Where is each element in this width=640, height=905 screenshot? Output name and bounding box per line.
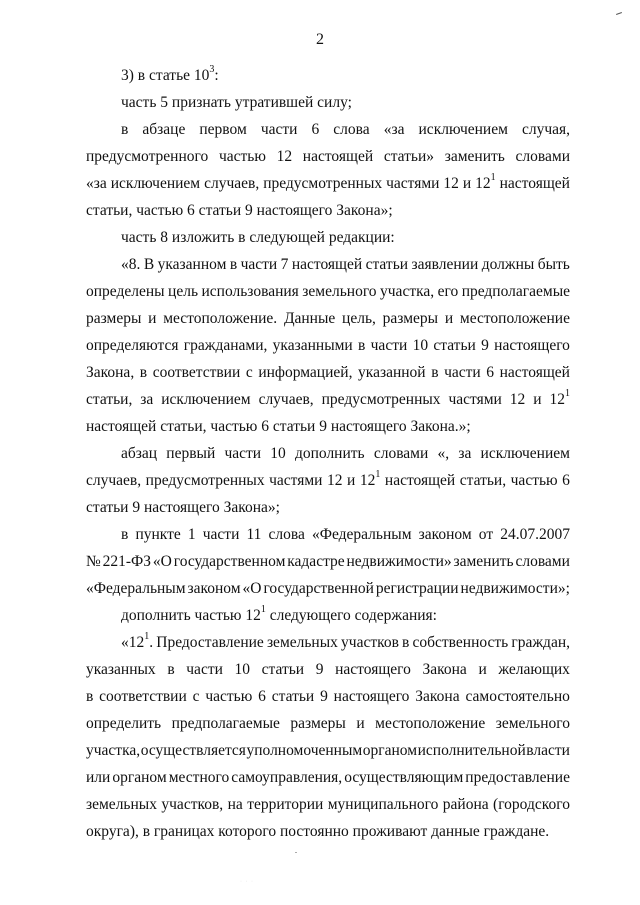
word: размеры (290, 715, 346, 732)
text-line (86, 656, 570, 683)
word: статьи» (383, 148, 435, 165)
word: граждан, (511, 634, 570, 651)
word: статьи (261, 661, 305, 678)
word: частями (448, 391, 502, 408)
text-line (86, 521, 570, 548)
word: в (431, 364, 439, 381)
word: или (86, 769, 111, 786)
word: органом (362, 742, 418, 759)
scan-smudge: · · · (240, 879, 254, 885)
text-line (86, 359, 570, 386)
word: в (121, 121, 129, 138)
word: органом (112, 769, 167, 786)
word: статьи (271, 688, 315, 705)
word: 6 (486, 364, 495, 381)
text-run: часть 8 изложить в следующей редакции: (121, 229, 395, 246)
word: «за (86, 175, 107, 192)
word: собственность (412, 634, 509, 651)
word: соответствии (152, 364, 241, 381)
superscript: 1 (144, 631, 150, 643)
word: слова (268, 526, 305, 543)
text-line (86, 251, 570, 278)
text-line (86, 440, 570, 467)
text-line (86, 764, 570, 791)
word: исключением (418, 121, 508, 138)
word: части (370, 337, 408, 354)
word: указанными (272, 337, 353, 354)
word: указанном (157, 256, 227, 273)
word: В (143, 256, 155, 273)
word: указанной (358, 364, 426, 381)
word: $12^1$ (359, 469, 381, 489)
word: определить (86, 715, 162, 732)
word: определяются (86, 337, 179, 354)
word: его (437, 283, 459, 300)
word: части (202, 526, 240, 543)
text-run: следующего содержания: (265, 607, 437, 624)
word: предполагаемые (171, 715, 280, 732)
word: 7 (280, 256, 289, 273)
word: «за (383, 121, 405, 138)
word: Данные (283, 310, 336, 327)
word: должны (481, 256, 535, 273)
word: в (139, 364, 148, 381)
word: случаев, (258, 391, 314, 408)
word: 10 (234, 661, 251, 678)
text-line (86, 494, 570, 521)
word: «$12^1$. (121, 631, 154, 651)
word: соответствии (99, 688, 187, 705)
word: 10 (412, 337, 429, 354)
word: частью (205, 688, 253, 705)
word: Закона, (86, 364, 135, 381)
word: случаев, (86, 472, 142, 489)
word: 11 (246, 526, 262, 543)
word: абзац (121, 445, 158, 462)
word: части (240, 256, 278, 273)
word: 12 (509, 391, 526, 408)
word: «О (242, 580, 262, 597)
word: использования (201, 283, 299, 300)
word: части (260, 121, 298, 138)
word: гражданами, (183, 337, 268, 354)
text-run: 3) в статье 10 (121, 67, 210, 84)
word: с (192, 688, 200, 705)
word: государственном (173, 553, 286, 570)
text-line (86, 737, 570, 764)
word: 6 (258, 688, 266, 705)
word: цель (168, 283, 199, 300)
word: абзаце (142, 121, 186, 138)
word: земельных (266, 634, 338, 651)
word: предоставление (465, 769, 570, 786)
word: первый (166, 445, 216, 462)
word: части (224, 445, 262, 462)
word: заявлении (411, 256, 479, 273)
word: участков (341, 634, 399, 651)
word: 12 (443, 175, 459, 192)
word: настоящей (499, 175, 570, 192)
text-run: округа), в границах которого постоянно проживают данные граждане. (86, 823, 550, 840)
word: определены (86, 283, 165, 300)
superscript: 1 (375, 469, 381, 481)
word: случаев, (204, 175, 260, 192)
text-line (86, 818, 570, 845)
word: статьи (433, 337, 476, 354)
text-line (86, 467, 570, 494)
word: цель, (342, 310, 376, 327)
word: информацией, (258, 364, 353, 381)
word: Закона (422, 661, 467, 678)
document-body (86, 62, 570, 845)
text-line (86, 305, 570, 332)
word: статьи (365, 256, 409, 273)
word: настоящей (291, 256, 363, 273)
word: и (533, 391, 542, 408)
word: настоящего (494, 337, 570, 354)
word: 1 (187, 526, 196, 543)
word: Предоставление (156, 634, 264, 651)
word: и (444, 310, 454, 327)
word: желающих (498, 661, 570, 678)
word: $12^1$ (475, 172, 496, 192)
text-run: часть 5 признать утратившей силу; (121, 94, 352, 111)
word: на (227, 796, 243, 813)
word: территории (247, 796, 324, 813)
word: за (140, 391, 154, 408)
text-line (86, 62, 570, 89)
word: 12 (327, 472, 343, 489)
word: власти (526, 742, 570, 759)
word: в (402, 634, 410, 651)
text-line (86, 413, 570, 440)
text-line (86, 683, 570, 710)
word: предусмотренных (145, 472, 265, 489)
word: исключением (161, 391, 251, 408)
word: в (121, 526, 129, 543)
word: муниципального (327, 796, 439, 813)
text-run: статьи 9 настоящего Закона»; (86, 499, 280, 516)
word: размеры (382, 310, 439, 327)
word: земельного (302, 283, 377, 300)
superscript: 1 (260, 604, 266, 616)
word: и (356, 715, 365, 732)
word: местного (168, 769, 230, 786)
word: за (458, 445, 472, 462)
word: (городского (493, 796, 570, 813)
word: земельных (86, 796, 157, 813)
word: статьи, (459, 472, 507, 489)
word: части (444, 364, 481, 381)
text-line (86, 629, 570, 656)
word: частями (269, 472, 323, 489)
word: 12 (276, 148, 293, 165)
word: кадастре (287, 553, 345, 570)
word: в (167, 661, 175, 678)
word: быть (537, 256, 570, 273)
word: регистрации (375, 580, 459, 597)
text-run: дополнить частью 12 (121, 607, 261, 624)
word: в (358, 337, 366, 354)
word: слова (333, 121, 370, 138)
word: настоящего (335, 661, 411, 678)
word: частью (510, 472, 558, 489)
word: государственной (263, 580, 374, 597)
word: в (86, 688, 94, 705)
word: предусмотренного (86, 148, 209, 165)
word: «Федеральным (86, 580, 186, 597)
word: 6 (562, 472, 570, 489)
word: 9 (315, 661, 324, 678)
text-line (86, 602, 570, 629)
word: самоуправления, (231, 769, 343, 786)
word: в (229, 256, 238, 273)
text-line (86, 89, 570, 116)
word: частью (218, 148, 266, 165)
text-line (86, 575, 570, 602)
word: осуществляется (140, 742, 246, 759)
word: $12^1$ (549, 388, 570, 408)
text-line (86, 278, 570, 305)
word: местоположение (375, 715, 486, 732)
word: указанных (86, 661, 156, 678)
word: законом (187, 580, 241, 597)
superscript: 1 (490, 172, 496, 184)
word: недвижимости»; (460, 580, 570, 597)
word: участка, (380, 283, 435, 300)
text-line (86, 710, 570, 737)
text-line (86, 197, 570, 224)
scan-mark (616, 12, 622, 15)
word: настоящего (333, 688, 410, 705)
word: случая, (521, 121, 570, 138)
word: 9 (320, 688, 328, 705)
word: недвижимости» (346, 553, 452, 570)
word: и (462, 175, 472, 192)
word: участков, (161, 796, 224, 813)
word: 6 (311, 121, 320, 138)
word: настоящей (384, 472, 456, 489)
text-run: статьи, частью 6 статьи 9 настоящего Закона»; (86, 202, 393, 219)
word: местоположение (459, 310, 570, 327)
word: предусмотренных (263, 175, 383, 192)
word: настоящей (499, 364, 570, 381)
word: первом (199, 121, 247, 138)
word: исключением (480, 445, 570, 462)
word: с (245, 364, 253, 381)
word: предусмотренных (321, 391, 441, 408)
word: настоящей (302, 148, 374, 165)
word: и (347, 472, 356, 489)
word: 10 (270, 445, 286, 462)
word: района (442, 796, 489, 813)
word: местоположение. (163, 310, 278, 327)
word: размеры (86, 310, 142, 327)
word: 9 (481, 337, 489, 354)
superscript: 1 (564, 388, 570, 400)
word: статьи, (86, 391, 133, 408)
word: 24.07.2007 (500, 526, 570, 543)
text-run: настоящей статьи, частью 6 статьи 9 настоящего Закона.»; (86, 418, 471, 435)
word: заменить (444, 148, 505, 165)
word: Закона (415, 688, 460, 705)
superscript: 3 (209, 64, 215, 76)
word: и (478, 661, 487, 678)
word: № (86, 553, 101, 570)
scan-dot (295, 852, 297, 853)
text-line (86, 224, 570, 251)
word: «8. (121, 256, 141, 273)
word: уполномоченным (246, 742, 363, 759)
word: 221-ФЗ (102, 553, 152, 570)
word: дополнить (294, 445, 365, 462)
text-line (86, 791, 570, 818)
word: частями (386, 175, 440, 192)
word: исполнительной (417, 742, 526, 759)
word: словами (515, 553, 570, 570)
word: земельного (495, 715, 570, 732)
word: части (186, 661, 223, 678)
word: предполагаемые (461, 283, 570, 300)
word: словами (373, 445, 429, 462)
word: участка, (86, 742, 141, 759)
text-line (86, 143, 570, 170)
text-line (86, 116, 570, 143)
word: законом (418, 526, 472, 543)
word: заменить (453, 553, 514, 570)
word: и (148, 310, 157, 327)
word: «, (437, 445, 450, 462)
text-run: : (214, 67, 219, 84)
word: словами (515, 148, 570, 165)
text-line (86, 386, 570, 413)
word: исключением (110, 175, 201, 192)
word: «О (152, 553, 172, 570)
text-line (86, 332, 570, 359)
word: от (478, 526, 494, 543)
text-line (86, 548, 570, 575)
page-number: 2 (316, 31, 324, 48)
word: пункте (135, 526, 181, 543)
word: самостоятельно (465, 688, 570, 705)
text-line (86, 170, 570, 197)
word: осуществляющим (344, 769, 464, 786)
word: «Федеральным (311, 526, 412, 543)
